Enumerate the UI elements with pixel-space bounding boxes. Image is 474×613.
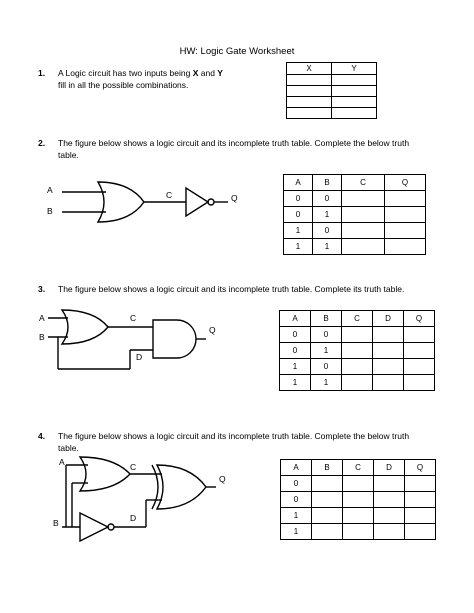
input-cell: 1: [311, 375, 342, 391]
table-row: [280, 359, 435, 375]
answer-cell[interactable]: [373, 375, 404, 391]
table-row: [280, 343, 435, 359]
input-cell: 1: [284, 223, 313, 239]
q1-text: [58, 67, 223, 91]
header-cell-q: Q: [404, 311, 435, 327]
answer-cell[interactable]: [342, 343, 373, 359]
q4-truth-table: [280, 459, 436, 540]
q4-circuit-diagram: [50, 453, 230, 543]
header-cell-b: B: [312, 460, 343, 476]
answer-cell[interactable]: [385, 207, 426, 223]
header-cell-d: D: [374, 460, 405, 476]
header-cell-a: A: [284, 175, 313, 191]
table-header-row: [284, 175, 426, 191]
answer-cell[interactable]: [332, 97, 377, 108]
page-title: HW: Logic Gate Worksheet: [179, 46, 295, 57]
input-cell: 1: [280, 359, 311, 375]
answer-cell[interactable]: [374, 508, 405, 524]
input-cell: 1: [281, 508, 312, 524]
answer-cell[interactable]: [312, 476, 343, 492]
q3-label-q: Q: [209, 325, 216, 335]
q2-text: [58, 137, 409, 161]
q2-label-c: C: [166, 190, 173, 200]
answer-cell[interactable]: [404, 375, 435, 391]
or-gate-icon: [80, 457, 130, 491]
header-cell-q: Q: [405, 460, 436, 476]
answer-cell[interactable]: [342, 223, 385, 239]
and-gate-icon: [153, 320, 196, 358]
q3-label-d: D: [136, 352, 143, 362]
answer-cell[interactable]: [312, 492, 343, 508]
q2-circuit-diagram: [40, 172, 250, 232]
answer-cell[interactable]: [385, 239, 426, 255]
answer-cell[interactable]: [374, 524, 405, 540]
input-cell: 0: [281, 492, 312, 508]
q4-text: [58, 430, 409, 454]
answer-cell[interactable]: [373, 359, 404, 375]
q4-label-b: B: [53, 518, 59, 528]
q3-label-c: C: [130, 313, 137, 323]
q4-line2: table.: [58, 443, 79, 453]
input-cell: 0: [313, 223, 342, 239]
answer-cell[interactable]: [404, 343, 435, 359]
answer-cell[interactable]: [405, 508, 436, 524]
q1-line1: A Logic circuit has two inputs being: [58, 68, 191, 78]
table-row: [281, 492, 436, 508]
answer-cell[interactable]: [385, 223, 426, 239]
input-cell: 0: [280, 343, 311, 359]
q2-label-a: A: [47, 185, 53, 195]
q2-truth-table: [283, 174, 426, 255]
header-cell-x: X: [287, 63, 332, 75]
table-row: [287, 86, 377, 97]
q1-x-var: X: [192, 68, 199, 78]
q2-label-q: Q: [231, 193, 238, 203]
answer-cell[interactable]: [332, 108, 377, 119]
table-row: [284, 191, 426, 207]
q3-line1: The figure below shows a logic circuit and its incomplete truth table. Complete its truth table.: [58, 284, 405, 294]
answer-cell[interactable]: [342, 327, 373, 343]
header-cell-a: A: [280, 311, 311, 327]
table-header-row: [287, 63, 377, 75]
header-cell-q: Q: [385, 175, 426, 191]
input-cell: 1: [313, 207, 342, 223]
answer-cell[interactable]: [405, 492, 436, 508]
header-cell-c: C: [342, 175, 385, 191]
table-row: [281, 524, 436, 540]
table-row: [287, 75, 377, 86]
answer-cell[interactable]: [287, 108, 332, 119]
table-row: [280, 375, 435, 391]
q2-line2: table.: [58, 150, 79, 160]
answer-cell[interactable]: [342, 239, 385, 255]
answer-cell[interactable]: [374, 476, 405, 492]
q1-y-var: Y: [217, 68, 223, 78]
input-cell: 1: [284, 239, 313, 255]
table-row: [281, 476, 436, 492]
q1-and: and: [200, 68, 215, 78]
table-row: [284, 207, 426, 223]
q3-text: [58, 283, 404, 295]
q2-label-b: B: [47, 206, 53, 216]
table-row: [287, 108, 377, 119]
header-cell-y: Y: [332, 63, 377, 75]
header-cell-d: D: [373, 311, 404, 327]
q2-line1: The figure below shows a logic circuit and its incomplete truth table. Complete the below truth: [58, 138, 410, 148]
input-cell: 1: [280, 375, 311, 391]
header-cell-c: C: [342, 311, 373, 327]
answer-cell[interactable]: [287, 97, 332, 108]
q4-label-d: D: [130, 513, 137, 523]
input-cell: 0: [281, 476, 312, 492]
q4-number: 4.: [38, 431, 46, 441]
q2-number: 2.: [38, 138, 46, 148]
q3-circuit-diagram: [36, 302, 236, 376]
header-cell-c: C: [343, 460, 374, 476]
answer-cell[interactable]: [332, 86, 377, 97]
input-cell: 0: [311, 359, 342, 375]
q4-label-c: C: [130, 462, 137, 472]
table-row: [287, 97, 377, 108]
answer-cell[interactable]: [343, 476, 374, 492]
input-cell: 1: [281, 524, 312, 540]
answer-cell[interactable]: [405, 524, 436, 540]
xor-gate-icon: [157, 465, 206, 509]
q1-truth-table: [286, 62, 377, 119]
table-header-row: [280, 311, 435, 327]
not-gate-icon: [80, 513, 108, 541]
q4-label-q: Q: [219, 474, 226, 484]
answer-cell[interactable]: [332, 75, 377, 86]
answer-cell[interactable]: [404, 359, 435, 375]
table-row: [280, 327, 435, 343]
table-row: [281, 508, 436, 524]
answer-cell[interactable]: [343, 524, 374, 540]
q1-line2: fill in all the possible combinations.: [58, 80, 189, 90]
q3-number: 3.: [38, 284, 46, 294]
input-cell: 1: [311, 343, 342, 359]
q3-truth-table: [279, 310, 435, 391]
header-cell-b: B: [311, 311, 342, 327]
answer-cell[interactable]: [374, 492, 405, 508]
answer-cell[interactable]: [342, 191, 385, 207]
input-cell: 0: [280, 327, 311, 343]
q4-label-a: A: [59, 457, 65, 467]
answer-cell[interactable]: [373, 343, 404, 359]
answer-cell[interactable]: [343, 492, 374, 508]
answer-cell[interactable]: [405, 476, 436, 492]
answer-cell[interactable]: [373, 327, 404, 343]
input-cell: 0: [284, 191, 313, 207]
table-row: [284, 223, 426, 239]
q1-number: 1.: [38, 68, 46, 78]
answer-cell[interactable]: [404, 327, 435, 343]
q3-label-a: A: [39, 313, 45, 323]
answer-cell[interactable]: [342, 375, 373, 391]
q4-line1: The figure below shows a logic circuit and its incomplete truth table. Complete the below truth: [58, 431, 410, 441]
answer-cell[interactable]: [385, 191, 426, 207]
or-gate-icon: [98, 182, 144, 222]
input-cell: 0: [313, 191, 342, 207]
answer-cell[interactable]: [287, 86, 332, 97]
answer-cell[interactable]: [287, 75, 332, 86]
header-cell-b: B: [313, 175, 342, 191]
answer-cell[interactable]: [312, 524, 343, 540]
not-gate-icon: [186, 188, 208, 216]
answer-cell[interactable]: [312, 508, 343, 524]
header-cell-a: A: [281, 460, 312, 476]
input-cell: 1: [313, 239, 342, 255]
input-cell: 0: [284, 207, 313, 223]
or-gate-icon: [62, 310, 108, 344]
answer-cell[interactable]: [342, 207, 385, 223]
q3-label-b: B: [39, 332, 45, 342]
table-row: [284, 239, 426, 255]
answer-cell[interactable]: [342, 359, 373, 375]
input-cell: 0: [311, 327, 342, 343]
table-header-row: [281, 460, 436, 476]
xor-gate-back-curve: [152, 465, 158, 509]
answer-cell[interactable]: [343, 508, 374, 524]
